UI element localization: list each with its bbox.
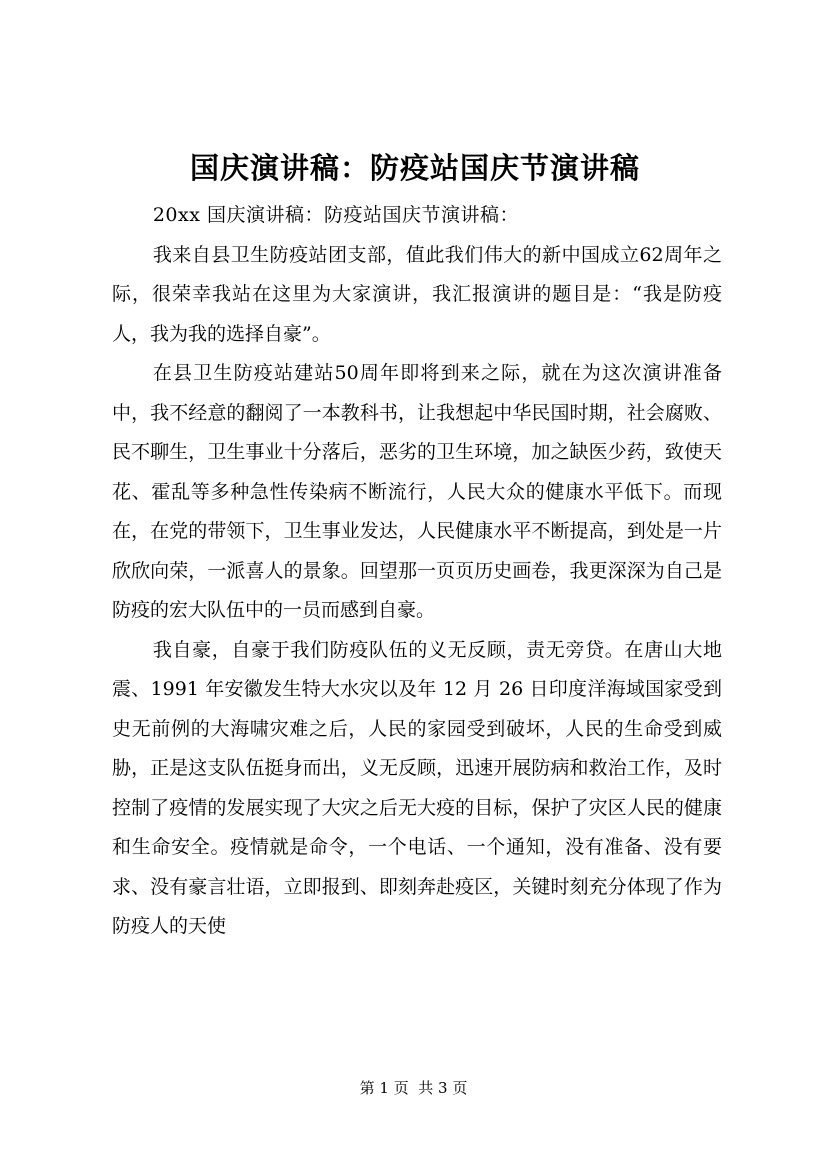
document-body [112,196,722,947]
paragraph-3: 我自豪，自豪于我们防疫队伍的义无反顾，责无旁贷。在唐山大地震、1991 年安徽发生特大水灾以及年 12 月 26 日印度洋海域国家受到史无前例的大海啸灾难之后，人民的家园受到破坏，人民的生命受到威胁，正是这支队伍挺身而出，义无反顾，迅速开展防病和救治工作，及时控制了疫情的发展实现了大灾之后无大疫的目标，保护了灾区人民的健康和生命安全。疫情就是命令，一个电话、一个通知，没有准备、没有要求、没有豪言壮语，立即报到、即刻奔赴疫区，关键时刻充分体现了作为防疫人的天使 [112,638,722,937]
paragraph-1: 我来自县卫生防疫站团支部，值此我们伟大的新中国成立62周年之际，很荣幸我站在这里为大家演讲，我汇报演讲的题目是：“我是防疫人，我为我的选择自豪”。 [112,243,722,345]
paragraph-intro: 20xx 国庆演讲稿：防疫站国庆节演讲稿： [152,204,519,226]
document-title: 国庆演讲稿：防疫站国庆节演讲稿 [189,151,640,185]
paragraph-2: 在县卫生防疫站建站50周年即将到来之际，就在为这次演讲准备中，我不经意的翻阅了一本教科书，让我想起中华民国时期，社会腐败、民不聊生，卫生事业十分落后，恶劣的卫生环境，加之缺医少药，致使天花、霍乱等多种急性传染病不断流行，人民大众的健康水平低下。而现在，在党的带领下，卫生事业发达，人民健康水平不断提高，到处是一片欣欣向荣，一派喜人的景象。回望那一页页历史画卷，我更深深为自己是防疫的宏大队伍中的一员而感到自豪。 [112,362,722,621]
page-footer: 第 1 页 共 3 页 [359,1079,468,1097]
